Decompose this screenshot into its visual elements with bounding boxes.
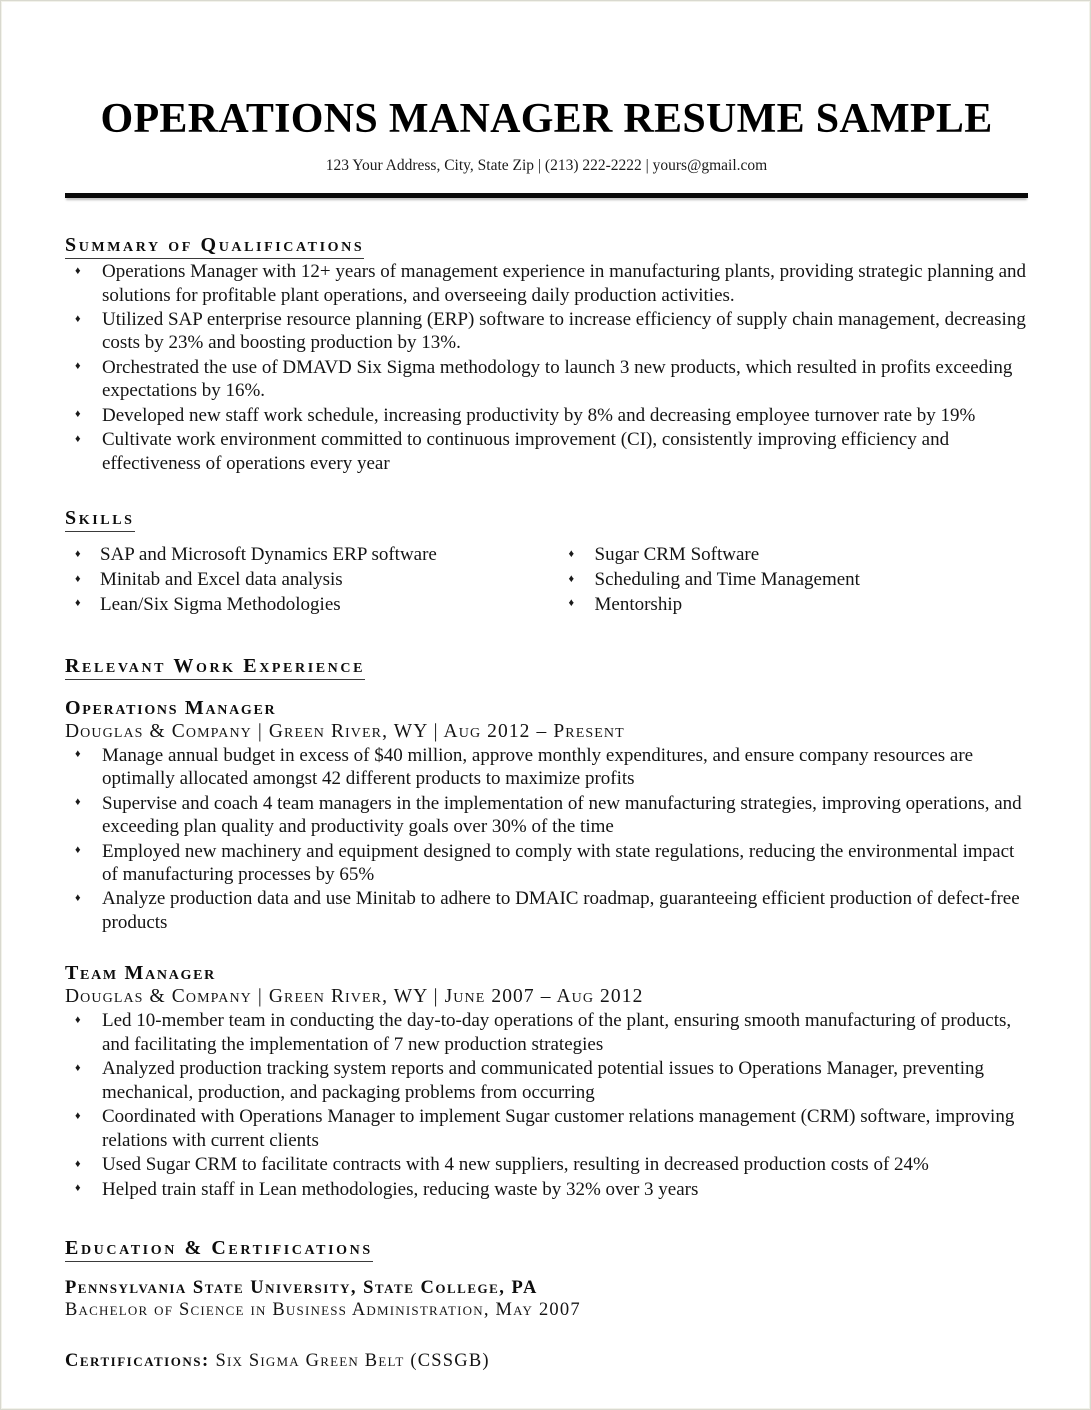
job-company-location-dates: Douglas & Company | Green River, WY | June 2007 – Aug 2012 [65,986,644,1008]
section-heading-summary: Summary of Qualifications [65,234,364,259]
work-heading-wrap [65,655,1028,680]
summary-bullet-list [65,260,1028,475]
list-item: ♦ Manage annual budget in excess of $40 million, approve monthly expenditures, and ensure company resources are optimally allocated amongst 42 different products to maximize profits [65,744,1028,791]
list-item: ♦ Lean/Six Sigma Methodologies [65,593,547,617]
job-entry-team-manager [65,934,1028,1201]
certifications-line [65,1321,1028,1372]
list-item: ♦ Mentorship [547,593,1029,617]
page-title: OPERATIONS MANAGER RESUME SAMPLE [100,96,993,142]
skills-list-right [547,543,1029,617]
certifications-label: Certifications: [65,1350,210,1371]
list-item: ♦ Supervise and coach 4 team managers in the implementation of new manufacturing strategies, improving operations, and exceeding plan quality and productivity goals over 30% of the time [65,792,1028,839]
list-item: ♦ Orchestrated the use of DMAVD Six Sigma methodology to launch 3 new products, which resulted in profits exceeding expectations by 16%. [65,356,1028,403]
list-item: ♦ Helped train staff in Lean methodologies, reducing waste by 32% over 3 years [65,1178,1028,1201]
list-item: ♦ Cultivate work environment committed to continuous improvement (CI), consistently improving efficiency and effectiveness of operations every year [65,428,1028,475]
list-item: ♦ SAP and Microsoft Dynamics ERP software [65,543,547,567]
summary-heading-wrap [65,234,1028,259]
skills-heading-wrap [65,507,1028,532]
list-item: ♦ Minitab and Excel data analysis [65,568,547,592]
list-item: ♦ Coordinated with Operations Manager to implement Sugar customer relations management (CRM) software, improving relations with current clients [65,1105,1028,1152]
resume-content [65,1,1028,1372]
job-bullet-list [65,744,1028,935]
list-item: ♦ Operations Manager with 12+ years of management experience in manufacturing plants, providing strategic planning and solutions for profitable plant operations, and overseeing daily production activities. [65,260,1028,307]
list-item: ♦ Sugar CRM Software [547,543,1029,567]
education-heading-wrap [65,1237,1028,1262]
section-summary [65,198,1028,475]
certifications-value: Six Sigma Green Belt (CSSGB) [215,1350,490,1371]
section-heading-education: Education & Certifications [65,1237,373,1262]
education-school: Pennsylvania State University, State College, PA [65,1277,538,1298]
list-item: ♦ Utilized SAP enterprise resource planning (ERP) software to increase efficiency of supply chain management, decreasing costs by 23% and boosting production by 13%. [65,308,1028,355]
skills-column-right [547,542,1029,617]
section-heading-work-experience: Relevant Work Experience [65,655,365,680]
job-title: Operations Manager [65,696,277,719]
job-bullet-list [65,1009,1028,1201]
list-item: ♦ Employed new machinery and equipment designed to comply with state regulations, reducing the environmental impact of manufacturing processes by 65% [65,840,1028,887]
list-item: ♦ Analyze production data and use Minitab to adhere to DMAIC roadmap, guaranteeing efficient production of defect-free products [65,887,1028,934]
contact-line: 123 Your Address, City, State Zip | (213) 222-2222 | yours@gmail.com [325,157,768,175]
list-item: ♦ Scheduling and Time Management [547,568,1029,592]
education-degree: Bachelor of Science in Business Administration, May 2007 [65,1299,581,1320]
job-entry-operations-manager [65,680,1028,935]
list-item: ♦ Used Sugar CRM to facilitate contracts with 4 new suppliers, resulting in decreased production costs of 24% [65,1153,1028,1176]
section-heading-skills: Skills [65,507,135,532]
section-education [65,1201,1028,1372]
skills-columns [65,532,1028,617]
job-title: Team Manager [65,962,216,985]
list-item: ♦ Led 10-member team in conducting the day-to-day operations of the plant, ensuring smooth manufacturing of products, and facilitating the implementation of 7 new production strategies [65,1009,1028,1056]
list-item: ♦ Developed new staff work schedule, increasing productivity by 8% and decreasing employee turnover rate by 19% [65,404,1028,427]
skills-column-left [65,542,547,617]
job-company-location-dates: Douglas & Company | Green River, WY | Aug 2012 – Present [65,720,625,742]
skills-list-left [65,543,547,617]
section-work-experience [65,617,1028,1201]
section-skills [65,475,1028,617]
list-item: ♦ Analyzed production tracking system reports and communicated potential issues to Operations Manager, preventing mechanical, production, and packaging problems from occurring [65,1057,1028,1104]
